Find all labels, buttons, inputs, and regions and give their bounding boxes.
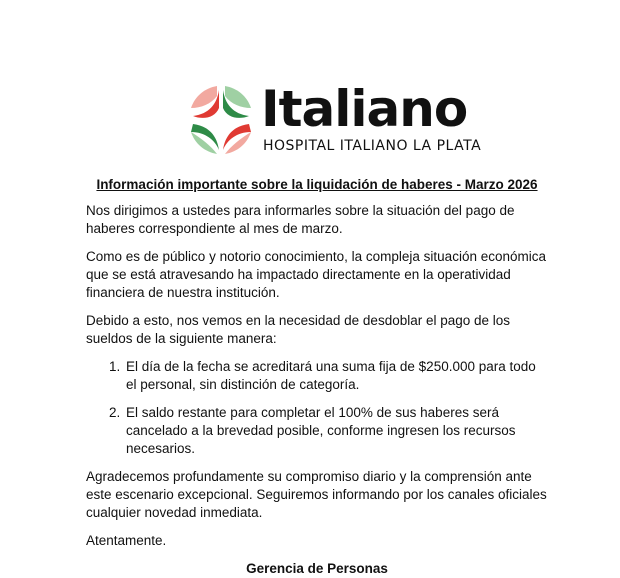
list-item: 1. El día de la fecha se acreditará una suma fija de $250.000 para todo el personal, sin distinción de categoría. bbox=[124, 358, 548, 394]
paragraph-closing: Agradecemos profundamente su compromiso diario y la comprensión ante este escenario excepcional. Seguiremos informando por los canales oficiales cualquier novedad inmediata. bbox=[86, 469, 547, 520]
letter-body bbox=[86, 176, 548, 578]
list-item: 2. El saldo restante para completar el 100% de sus haberes será cancelado a la brevedad posible, conforme ingresen los recursos necesarios. bbox=[124, 404, 548, 458]
salutation: Atentamente. bbox=[86, 533, 167, 548]
paragraph-context: Como es de público y notorio conocimiento, la compleja situación económica que se está atravesando ha impactado directamente en la operatividad financiera de nuestra institución. bbox=[86, 249, 546, 300]
hospital-logo bbox=[183, 80, 482, 158]
letter-title: Información importante sobre la liquidación de haberes - Marzo 2026 bbox=[96, 177, 538, 192]
paragraph-measure: Debido a esto, nos vemos en la necesidad de desdoblar el pago de los sueldos de la siguiente manera: bbox=[86, 313, 511, 346]
signature: Gerencia de Personas bbox=[246, 561, 388, 576]
paragraph-intro: Nos dirigimos a ustedes para informarles sobre la situación del pago de haberes correspondiente al mes de marzo. bbox=[86, 203, 515, 236]
logo-wordmark: Italiano bbox=[261, 80, 468, 138]
payment-list bbox=[86, 358, 548, 458]
logo-cross-icon bbox=[183, 82, 259, 158]
logo-subtitle: HOSPITAL ITALIANO LA PLATA bbox=[263, 138, 482, 154]
